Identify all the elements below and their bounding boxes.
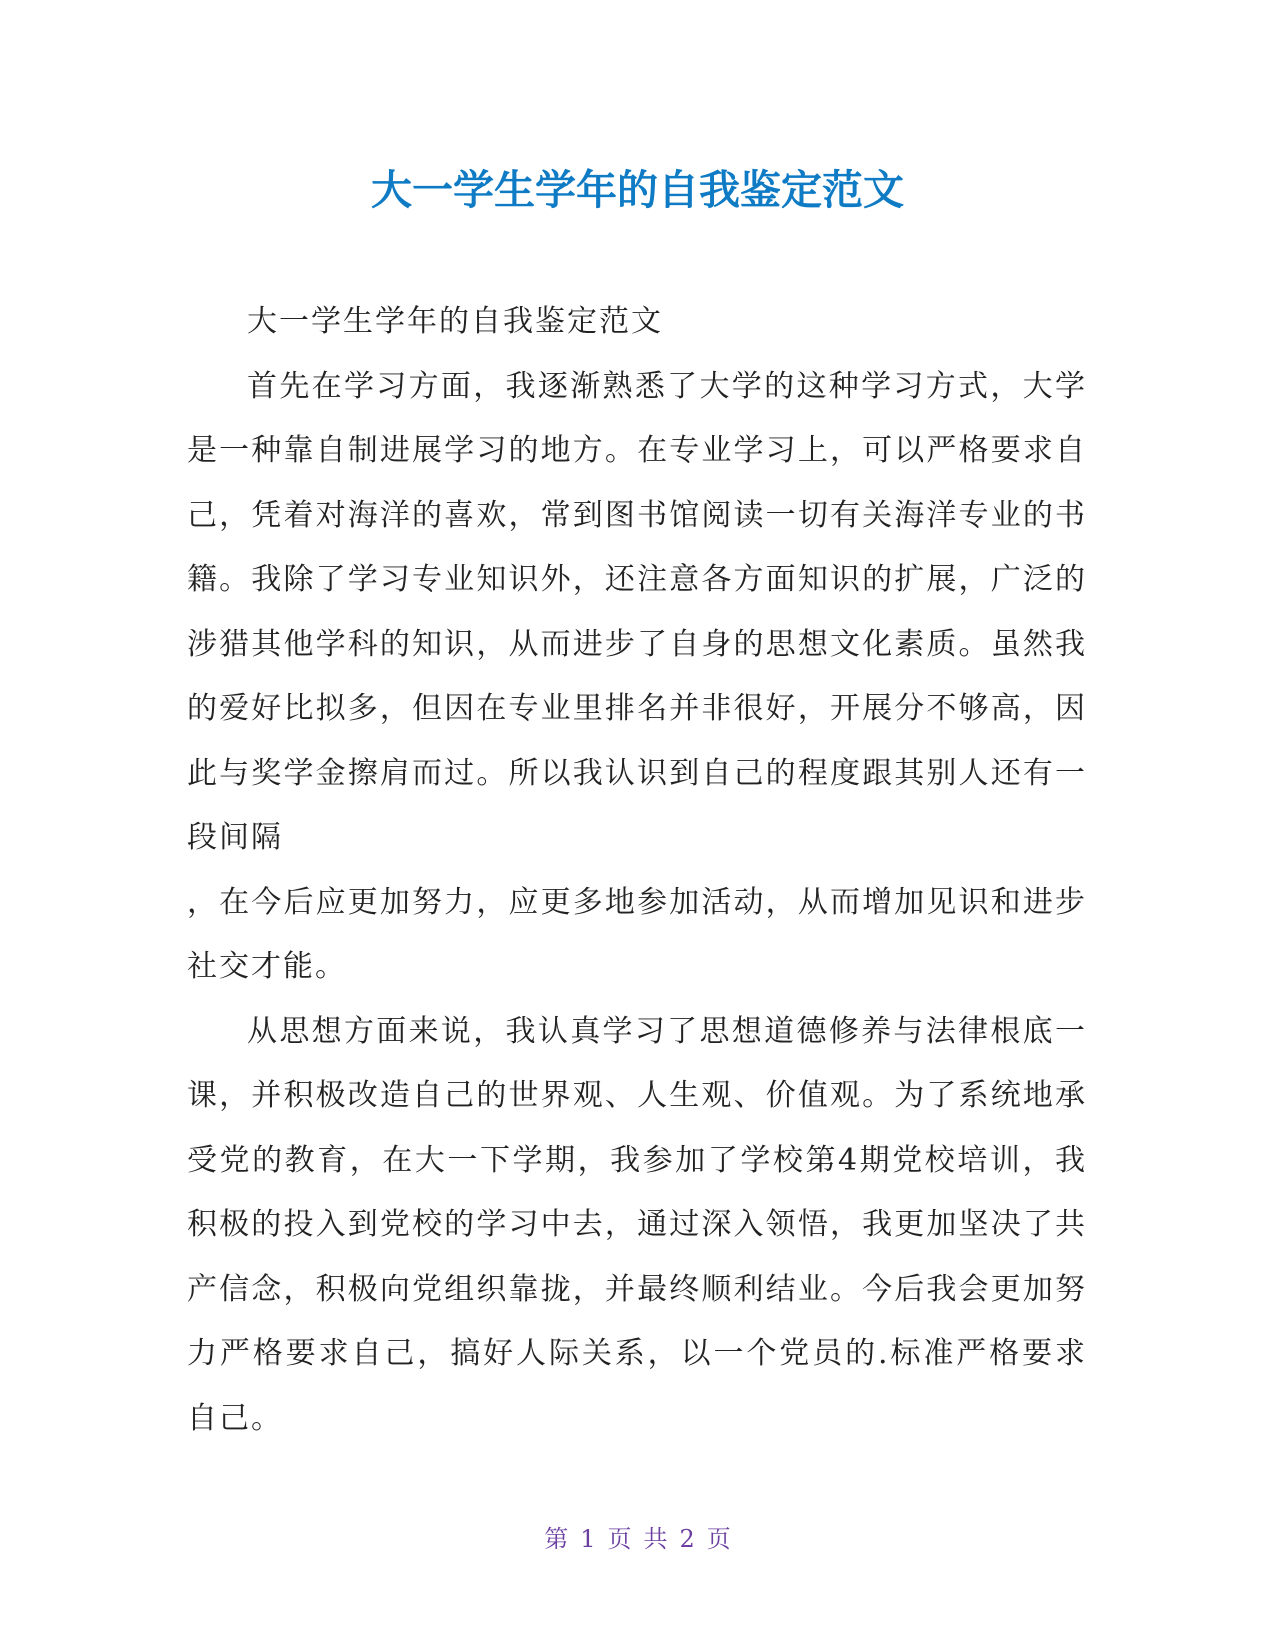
paragraph-heading: 大一学生学年的自我鉴定范文 [247, 304, 663, 339]
footer-current-page: 1 [580, 1525, 596, 1553]
footer-total-pages: 2 [679, 1525, 695, 1553]
document-title: 大一学生学年的自我鉴定范文 [371, 166, 904, 214]
paragraph-study: 首先在学习方面，我逐渐熟悉了大学的这种学习方式，大学是一种靠自制进展学习的地方。在专业学习上，可以严格要求自己，凭着对海洋的喜欢，常到图书馆阅读一切有关海洋专业的书籍。我除了学习专业知识外，还注意各方面知识的扩展，广泛的涉猎其他学科的知识，从而进步了自身的思想文化素质。虽然我的爱好比拟多，但因在专业里排名并非很好，开展分不够高，因此与奖学金擦肩而过。所以我认识到自己的程度跟其别人还有一段间隔 [187, 368, 1087, 855]
footer-prefix: 第 [544, 1525, 569, 1553]
document-body [187, 290, 1087, 1451]
footer-page-word: 页 [607, 1525, 632, 1553]
paragraph-study-continued: ，在今后应更加努力，应更多地参加活动，从而增加见识和进步社交才能。 [187, 884, 1087, 984]
footer-total-prefix: 共 [643, 1525, 668, 1553]
page-footer [0, 1524, 1275, 1554]
footer-suffix: 页 [706, 1525, 731, 1553]
paragraph-thought: 从思想方面来说，我认真学习了思想道德修养与法律根底一课，并积极改造自己的世界观、人生观、价值观。为了系统地承受党的教育，在大一下学期，我参加了学校第4期党校培训，我积极的投入到党校的学习中去，通过深入领悟，我更加坚决了共产信念，积极向党组织靠拢，并最终顺利结业。今后我会更加努力严格要求自己，搞好人际关系，以一个党员的.标准严格要求自己。 [187, 1013, 1087, 1436]
